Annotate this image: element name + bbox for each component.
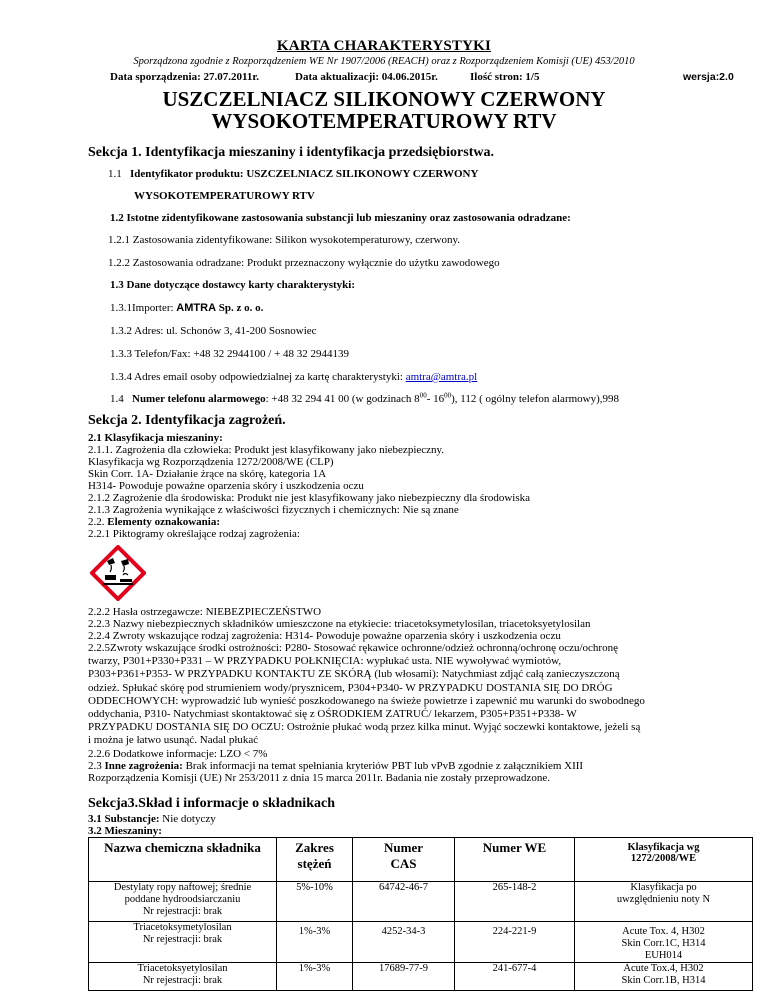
ghs05-corrosive-icon bbox=[90, 545, 146, 601]
cell-text: Destylaty ropy naftowej; średnie bbox=[113, 882, 252, 893]
cell-cas: 64742-46-7 bbox=[353, 882, 455, 922]
cell-classification bbox=[575, 882, 753, 922]
line-1-4-a: : +48 32 294 41 00 (w godzinach 8 bbox=[265, 393, 420, 405]
cell-classification bbox=[575, 963, 753, 991]
line-1-4 bbox=[110, 393, 619, 405]
cell-we: 265-148-2 bbox=[455, 882, 575, 922]
cell-text: poddane hydroodsiarczaniu bbox=[124, 894, 241, 905]
line-1-4-num: 1.4 bbox=[110, 393, 124, 405]
cell-text: Acute Tox.4, H302 bbox=[623, 963, 704, 974]
product-name-line1: USZCZELNIACZ SILIKONOWY CZERWONY bbox=[162, 87, 606, 111]
line-1-3: 1.3 Dane dotyczące dostawcy karty charakterystyki: bbox=[110, 279, 356, 291]
line-2-3 bbox=[88, 760, 583, 772]
line-3-2: 3.2 Mieszaniny: bbox=[88, 825, 162, 837]
line-1-3-3: 1.3.3 Telefon/Fax: +48 32 2944100 / + 48 32 2944139 bbox=[110, 348, 350, 360]
line-1-3-4-pre: 1.3.4 Adres email osoby odpowiedzialnej za kartę charakterystyki: bbox=[110, 371, 406, 383]
paragraph-line: PRZYPADKU DOSTANIA SIĘ DO OCZU: Ostrożnie płukać wodą przez kilka minut. Wyjąć soczewki kontaktowe, jeżeli są bbox=[88, 721, 641, 734]
page-count: Ilość stron: 1/5 bbox=[470, 71, 540, 83]
line-3-1-label: 3.1 Substancje: bbox=[88, 813, 160, 825]
line-1-4-sup2: 00 bbox=[444, 391, 452, 400]
line-skin-corr: Skin Corr. 1A- Działanie żrące na skórę, kategoria 1A bbox=[88, 468, 327, 480]
line-2-2 bbox=[88, 516, 220, 528]
date-created: Data sporządzenia: 27.07.2011r. bbox=[110, 71, 260, 83]
line-2-1-3: 2.1.3 Zagrożenia wynikające z właściwości fizycznych i chemicznych: Nie są znane bbox=[88, 504, 459, 516]
importer-brand: AMTRA bbox=[176, 302, 217, 314]
line-2-2-6: 2.2.6 Dodatkowe informacje: LZO < 7% bbox=[88, 748, 268, 760]
table-row bbox=[89, 963, 753, 991]
header-cas: Numer CAS bbox=[353, 838, 455, 882]
line-1-4-c: ), 112 ( ogólny telefon alarmowy),998 bbox=[451, 393, 620, 405]
line-2-3-cont: Rozporządzenia Komisji (UE) Nr 253/2011 z dnia 15 marca 2011r. Badania nie zostały przeprowadzone. bbox=[88, 772, 550, 784]
line-2-3-text: Brak informacji na temat spełniania kryteriów PBT lub vPvB zgodnie z załącznikiem XIII bbox=[182, 760, 584, 772]
line-1-4-sup1: 00 bbox=[419, 391, 427, 400]
header-we: Numer WE bbox=[455, 838, 575, 882]
line-3-1-text: Nie dotyczy bbox=[159, 813, 216, 825]
line-1-3-1 bbox=[110, 302, 263, 314]
cell-text: Triacetoksyetylosilan bbox=[137, 963, 228, 974]
line-2-3-pre: 2.3 bbox=[88, 760, 105, 772]
paragraph-line: oddychania, P310- Natychmiast skontaktować się z OŚRODKIEM ZATRUĆ/ lekarzem, P305+P351+P338- W bbox=[88, 708, 577, 721]
line-2-2-pre: 2.2. bbox=[88, 516, 108, 528]
cell-text: EUH014 bbox=[644, 950, 683, 961]
cell-concentration: 1%-3% bbox=[277, 922, 353, 963]
cell-cas: 4252-34-3 bbox=[353, 922, 455, 963]
section3-heading: Sekcja3.Skład i informacje o składnikach bbox=[88, 796, 335, 811]
document-title: KARTA CHARAKTERYSTYKI bbox=[276, 38, 492, 54]
paragraph-line: P303+P361+P353- W PRZYPADKU KONTAKTU ZE SKÓRĄ (lub włosami): Natychmiast zdjąć całą zanieczyszczoną bbox=[88, 668, 620, 681]
line-2-2-label: Elementy oznakowania: bbox=[107, 516, 220, 528]
line-1-1-cont: WYSOKOTEMPERATUROWY RTV bbox=[134, 190, 315, 202]
line-1-3-4 bbox=[110, 371, 477, 383]
line-1-3-1-post: Sp. z o. o. bbox=[216, 302, 264, 314]
version: wersja:2.0 bbox=[683, 71, 734, 83]
cell-we: 224-221-9 bbox=[455, 922, 575, 963]
header-chemical-name: Nazwa chemiczna składnika bbox=[89, 838, 277, 882]
line-1-3-1-pre: 1.3.1Importer: bbox=[110, 302, 177, 314]
line-3-1 bbox=[88, 813, 216, 825]
line-1-1-num: 1.1 bbox=[108, 168, 122, 180]
cell-text: Skin Corr.1C, H314 bbox=[621, 938, 706, 949]
line-1-2-2: 1.2.2 Zastosowania odradzane: Produkt przeznaczony wyłącznie do użytku zawodowego bbox=[108, 257, 500, 269]
cell-classification bbox=[575, 922, 753, 963]
document-subtitle: Sporządzona zgodnie z Rozporządzeniem WE Nr 1907/2006 (REACH) oraz z Rozporządzeniem Komisji (UE) 453/2010 bbox=[133, 56, 635, 67]
date-updated: Data aktualizacji: 04.06.2015r. bbox=[295, 71, 438, 83]
cell-name bbox=[89, 963, 277, 991]
cell-concentration: 1%-3% bbox=[277, 963, 353, 991]
cell-text: Klasyfikacja po bbox=[630, 882, 697, 893]
paragraph-line: 2.2.5Zwroty wskazujące środki ostrożności: P280- Stosować rękawice ochronne/odzież ochronną/ochronę oczu/ochronę bbox=[88, 642, 618, 654]
line-1-3-2: 1.3.2 Adres: ul. Schonów 3, 41-200 Sosnowiec bbox=[110, 325, 317, 337]
line-1-2: 1.2 Istotne zidentyfikowane zastosowania substancji lub mieszaniny oraz zastosowania odradzane: bbox=[110, 212, 571, 224]
table-row bbox=[89, 882, 753, 922]
paragraph-line: ODDECHOWYCH: wyprowadzić lub wynieść poszkodowanego na świeże powietrze i zapewnić mu warunki do swobodnego bbox=[88, 694, 645, 707]
line-1-2-1: 1.2.1 Zastosowania zidentyfikowane: Silikon wysokotemperaturowy, czerwony. bbox=[108, 234, 461, 246]
cell-name bbox=[89, 882, 277, 922]
paragraph-line: i można je łatwo usunąć. Nadal płukać bbox=[88, 734, 259, 747]
paragraph-line: twarzy, P301+P330+P331 – W PRZYPADKU POŁKNIĘCIA: wypłukać usta. NIE wywoływać wymiotów, bbox=[88, 655, 562, 668]
cell-cas: 17689-77-9 bbox=[353, 963, 455, 991]
table-header-row bbox=[89, 838, 753, 882]
header-concentration: Zakres stężeń bbox=[277, 838, 353, 882]
line-2-1-1: 2.1.1. Zagrożenia dla człowieka: Produkt jest klasyfikowany jako niebezpieczny. bbox=[88, 444, 445, 456]
cell-text: Nr rejestracji: brak bbox=[142, 975, 223, 986]
composition-table bbox=[88, 837, 753, 991]
line-1-1 bbox=[108, 168, 478, 180]
cell-concentration: 5%-10% bbox=[277, 882, 353, 922]
section1-heading: Sekcja 1. Identyfikacja mieszaniny i identyfikacja przedsiębiorstwa. bbox=[88, 145, 494, 160]
line-2-2-2: 2.2.2 Hasła ostrzegawcze: NIEBEZPIECZEŃSTWO bbox=[88, 606, 322, 618]
line-1-4-b: - 16 bbox=[426, 393, 445, 405]
line-1-4-label: Numer telefonu alarmowego bbox=[132, 393, 266, 405]
line-2-2-1: 2.2.1 Piktogramy określające rodzaj zagrożenia: bbox=[88, 528, 300, 540]
cell-text: Nr rejestracji: brak bbox=[142, 934, 223, 945]
line-2-2-4: 2.2.4 Zwroty wskazujące rodzaj zagrożenia: H314- Powoduje poważne oparzenia skóry i uszkodzenia oczu bbox=[88, 630, 561, 642]
line-h314: H314- Powoduje poważne oparzenia skóry i uszkodzenia oczu bbox=[88, 480, 364, 492]
header-classification: Klasyfikacja wg 1272/2008/WE bbox=[575, 838, 753, 882]
cell-text: Triacetoksymetylosilan bbox=[133, 922, 232, 933]
line-2-3-label: Inne zagrożenia: bbox=[104, 760, 183, 772]
section2-heading: Sekcja 2. Identyfikacja zagrożeń. bbox=[88, 413, 286, 428]
line-2-1-2: 2.1.2 Zagrożenie dla środowiska: Produkt nie jest klasyfikowany jako niebezpieczny dla środowiska bbox=[88, 492, 531, 504]
line-klasyfikacja: Klasyfikacja wg Rozporządzenia 1272/2008/WE (CLP) bbox=[88, 456, 334, 468]
product-name-line2: WYSOKOTEMPERATUROWY RTV bbox=[211, 109, 557, 133]
cell-text: Skin Corr.1B, H314 bbox=[621, 975, 706, 986]
cell-we: 241-677-4 bbox=[455, 963, 575, 991]
cell-text: Acute Tox. 4, H302 bbox=[622, 926, 705, 937]
product-name bbox=[0, 88, 768, 132]
cell-text: uwzględnieniu noty N bbox=[616, 894, 711, 905]
line-2-1: 2.1 Klasyfikacja mieszaniny: bbox=[88, 432, 223, 444]
line-1-1-label: Identyfikator produktu: USZCZELNIACZ SILIKONOWY CZERWONY bbox=[130, 168, 479, 180]
cell-name bbox=[89, 922, 277, 963]
cell-text: Nr rejestracji: brak bbox=[142, 906, 223, 917]
line-2-2-5-paragraph bbox=[88, 642, 736, 748]
paragraph-line: odzież. Spłukać skórę pod strumieniem wody/prysznicem, P304+P340- W PRZYPADKU DOSTANIA SIĘ DO DRÓG bbox=[88, 681, 613, 694]
email-link[interactable]: amtra@amtra.pl bbox=[405, 371, 478, 383]
line-2-2-3: 2.2.3 Nazwy niebezpiecznych składników umieszczone na etykiecie: triacetoksymetylosilan, triacetoksyetylosilan bbox=[88, 618, 591, 630]
table-row bbox=[89, 922, 753, 963]
